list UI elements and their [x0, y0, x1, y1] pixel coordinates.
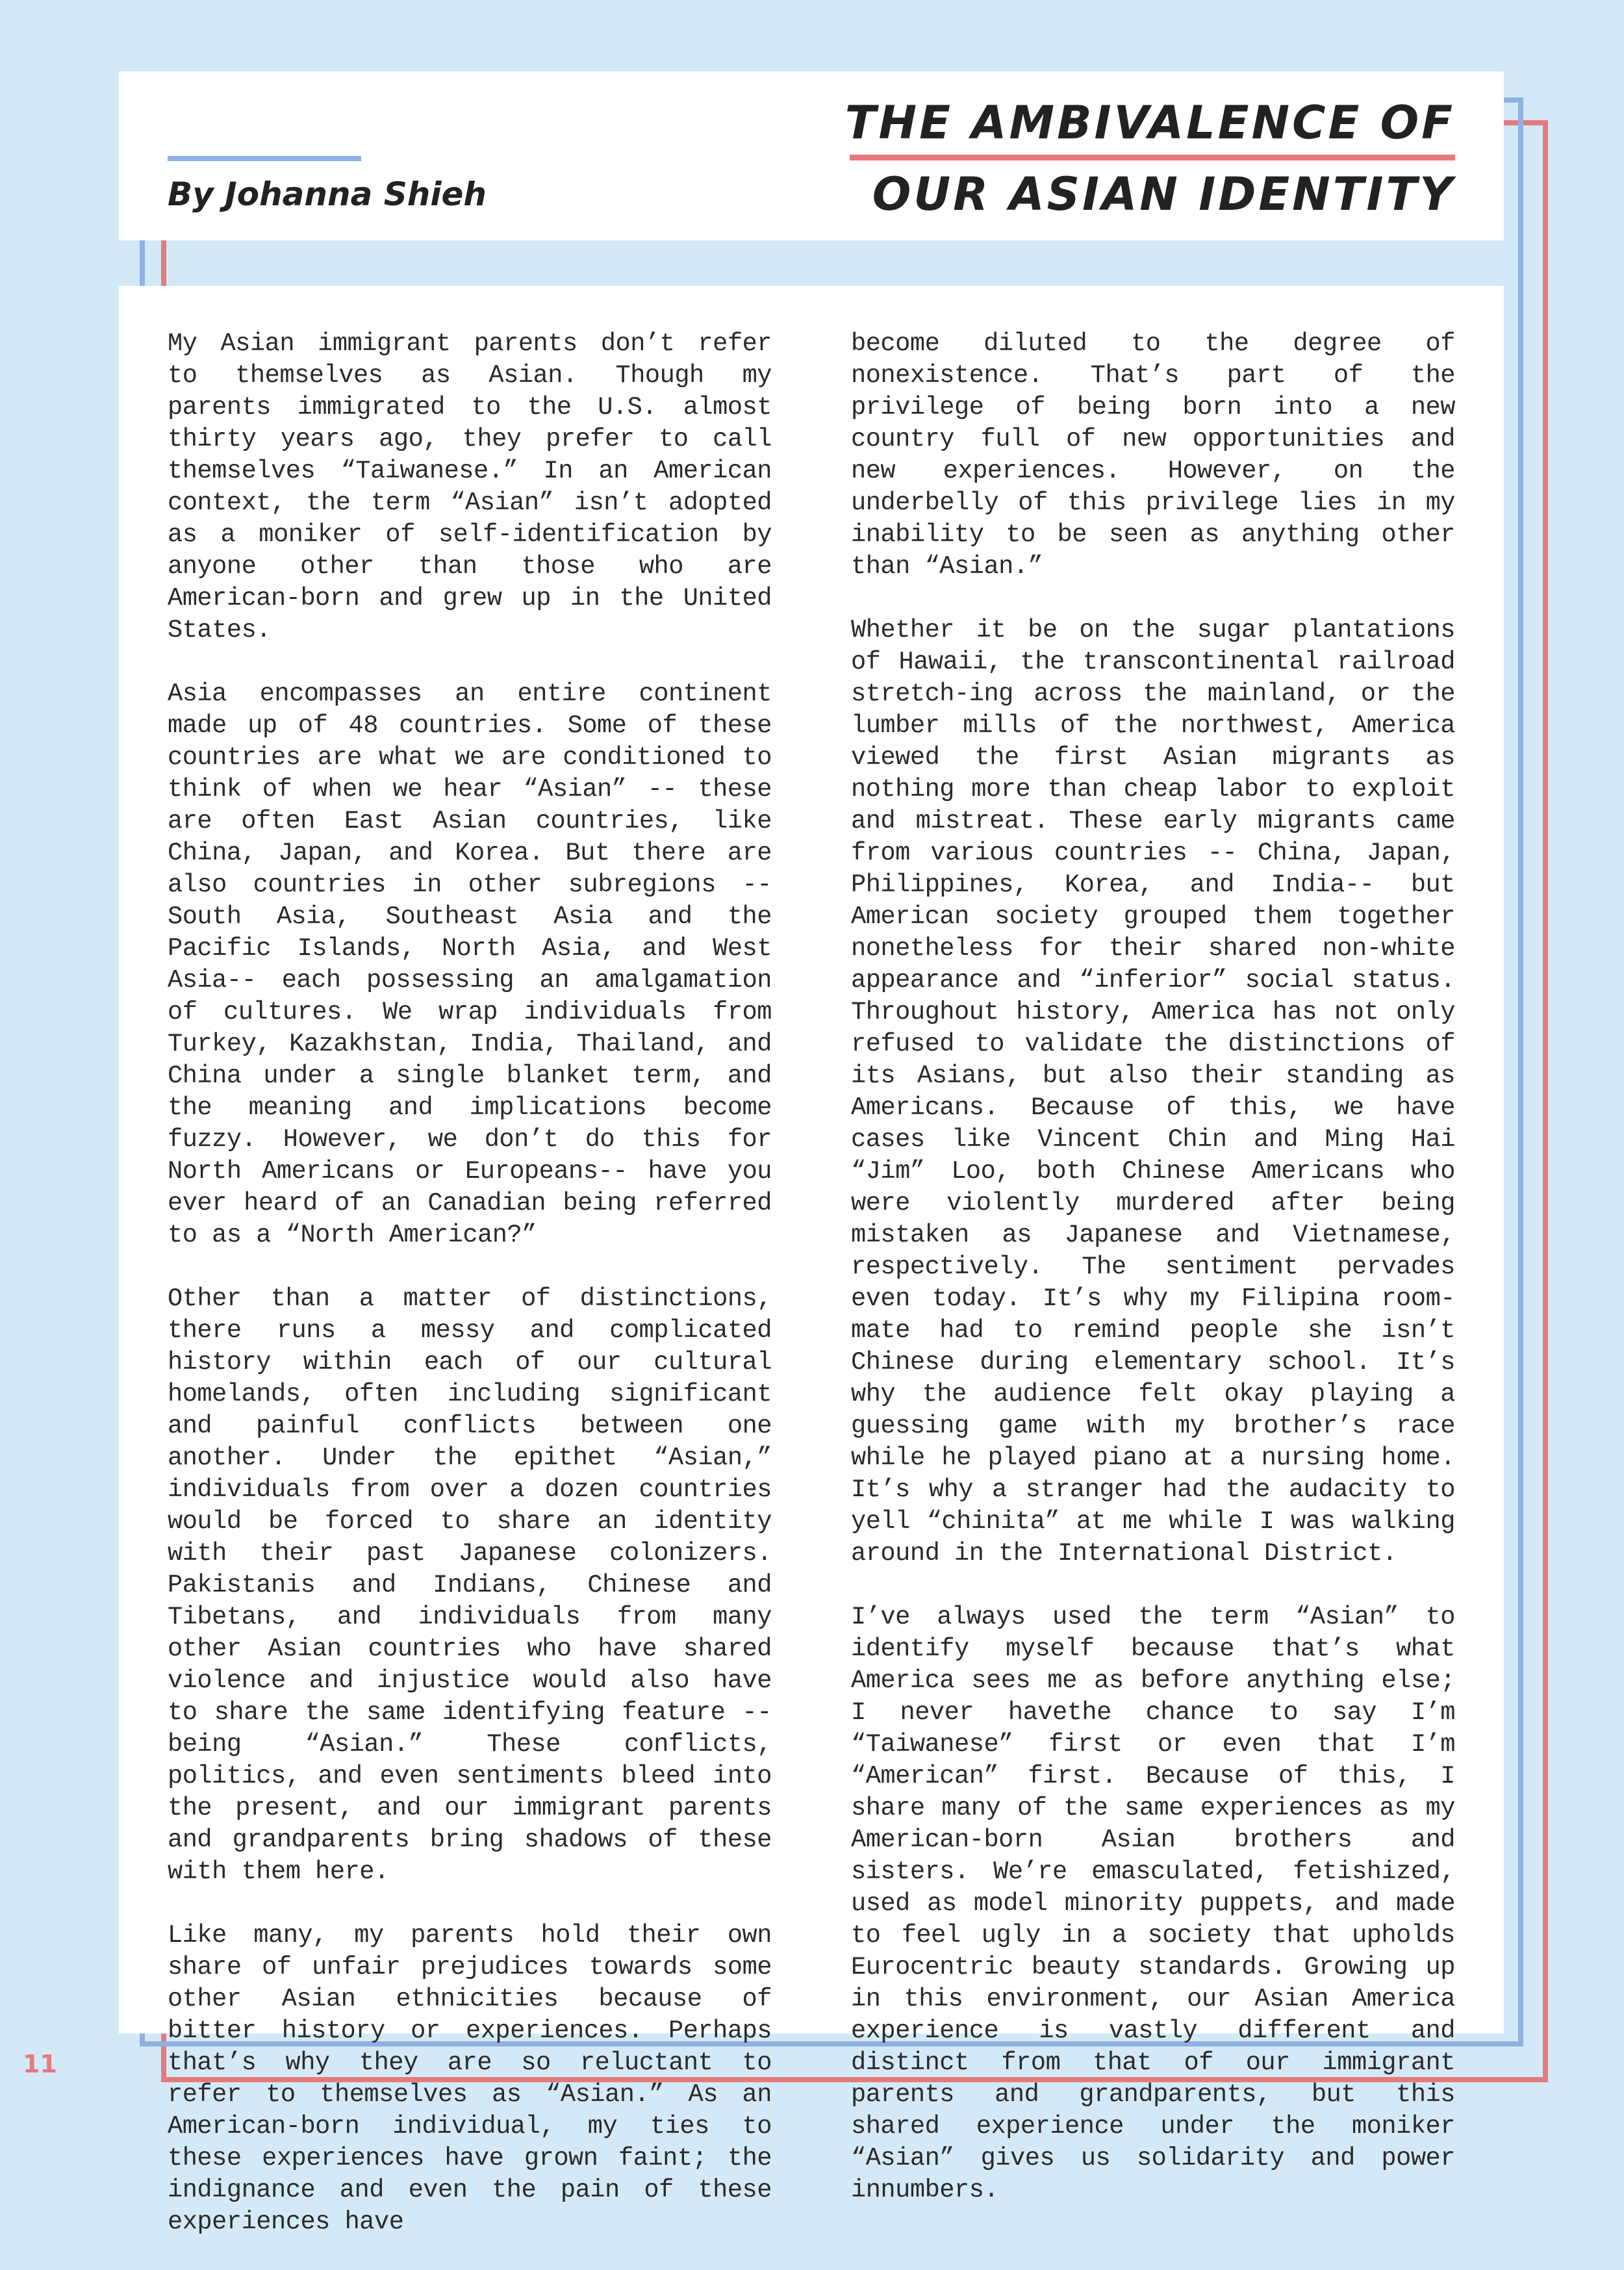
title-rule: [850, 155, 1455, 160]
connector-tick-blue: [140, 240, 145, 286]
paragraph: Like many, my parents hold their own share of unfair prejudices towards some other Asian ethnicities because of bitter history or experiences. Perhaps that’s why they are so reluctant to refer to themselves as “Asian.” As an American-born individual, my ties to these experiences have grown faint; the indignance and even the pain of these experiences have: [168, 1921, 772, 2236]
byline-rule: [168, 156, 361, 161]
left-column: [168, 328, 772, 2270]
title-line-1: THE AMBIVALENCE OF: [844, 96, 1455, 149]
paragraph: Asia encompasses an entire continent made up of 48 countries. Some of these countries are what we are conditioned to think of when we hear “Asian” -- these are often East Asian countries, like China, Japan, and Korea. But there are also countries in other subregions -- South Asia, Southeast Asia and the Pacific Islands, North Asia, and West Asia-- each possessing an amalgamation of cultures. We wrap individuals from Turkey, Kazakhstan, India, Thailand, and China under a single blanket term, and the meaning and implications become fuzzy. However, we don’t do this for North Americans or Europeans-- have you ever heard of an Canadian being referred to as a “North American?”: [168, 680, 772, 1249]
article-body: [119, 286, 1504, 2236]
byline: By Johanna Shieh: [168, 175, 487, 213]
connector-tick-red: [161, 240, 166, 286]
paragraph: I’ve always used the term “Asian” to identify myself because that’s what America sees me as before anything else; I never havethe chance to say I’m “Taiwanese” first or even that I’m “American” first. Because of this, I share many of the same experiences as my American-born Asian brothers and sisters. We’re emasculated, fetishized, used as model minority puppets, and made to feel ugly in a society that upholds Eurocentric beauty standards. Growing up in this environment, our Asian America experience is vastly different and distinct from that of our immigrant parents and grandparents, but this shared experience under the moniker “Asian” gives us solidarity and power innumbers.: [851, 1603, 1455, 2204]
paragraph: Whether it be on the sugar plantations of Hawaii, the transcontinental railroad stretch-ing across the mainland, or the lumber mills of the northwest, America viewed the first Asian migrants as nothing more than cheap labor to exploit and mistreat. These early migrants came from various countries -- China, Japan, Philippines, Korea, and India-- but American society grouped them together nonetheless for their shared non-white appearance and “inferior” social status. Throughout history, America has not only refused to validate the distinctions of its Asians, but also their standing as Americans. Because of this, we have cases like Vincent Chin and Ming Hai “Jim” Loo, both Chinese Americans who were violently murdered after being mistaken as Japanese and Vietnamese, respectively. The sentiment pervades even today. It’s why my Filipina room-mate had to remind people she isn’t Chinese during elementary school. It’s why the audience felt okay playing a guessing game with my brother’s race while he played piano at a nursing home. It’s why a stranger had the audacity to yell “chinita” at me while I was walking around in the International District.: [851, 616, 1455, 1568]
header-panel: [119, 71, 1504, 240]
page-number: 11: [23, 2050, 57, 2078]
right-column: [851, 328, 1455, 2238]
title-line-2: OUR ASIAN IDENTITY: [872, 168, 1455, 221]
paragraph: My Asian immigrant parents don’t refer to themselves as Asian. Though my parents immigrated to the U.S. almost thirty years ago, they prefer to call themselves “Taiwanese.” In an American context, the term “Asian” isn’t adopted as a moniker of self-identification by anyone other than those who are American-born and grew up in the United States.: [168, 329, 772, 644]
paragraph: Other than a matter of distinctions, there runs a messy and complicated history within each of our cultural homelands, often including significant and painful conflicts between one another. Under the epithet “Asian,” individuals from over a dozen countries would be forced to share an identity with their past Japanese colonizers. Pakistanis and Indians, Chinese and Tibetans, and individuals from many other Asian countries who have shared violence and injustice would also have to share the same identifying feature -- being “Asian.” These conflicts, politics, and even sentiments bleed into the present, and our immigrant parents and grandparents bring shadows of these with them here.: [168, 1284, 772, 1886]
paragraph: become diluted to the degree of nonexistence. That’s part of the privilege of being born into a new country full of new opportunities and new experiences. However, on the underbelly of this privilege lies in my inability to be seen as anything other than “Asian.”: [851, 329, 1455, 581]
